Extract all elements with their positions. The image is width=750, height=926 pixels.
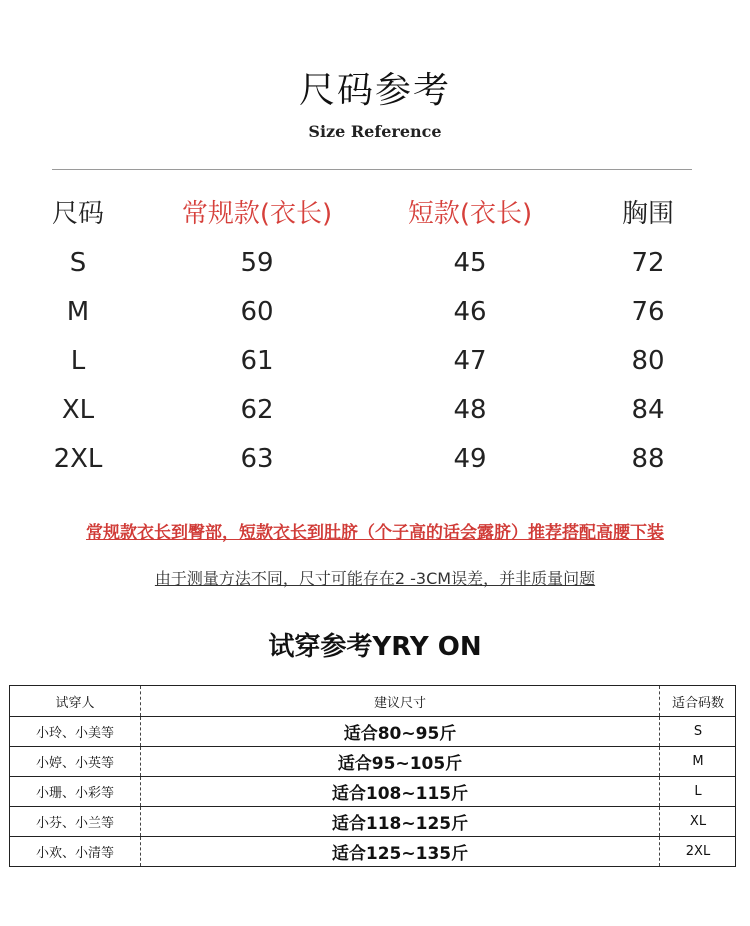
size-table-header	[0, 190, 750, 239]
table-row	[10, 836, 735, 866]
regular-length-value: 59	[240, 248, 274, 278]
size-label: M	[66, 297, 90, 327]
header-regular-length: 常规款(衣长)	[181, 199, 333, 229]
fit-note: 常规款衣长到臀部，短款衣长到肚脐（个子高的话会露脐）推荐搭配高腰下装	[86, 523, 664, 543]
size-row-2xl	[0, 435, 750, 484]
size-row-l	[0, 337, 750, 386]
size-table	[0, 190, 750, 484]
size-label: S	[69, 248, 87, 278]
model-names: 小婷、小英等	[35, 756, 114, 771]
size-row-m	[0, 288, 750, 337]
title-divider	[52, 169, 692, 170]
header-short-length: 短款(衣长)	[407, 199, 533, 229]
model-names: 小欢、小清等	[35, 846, 114, 861]
page-subtitle: Size Reference	[308, 122, 442, 141]
fit-size: S	[659, 717, 736, 746]
model-names: 小芬、小兰等	[35, 816, 114, 831]
regular-length-value: 62	[240, 395, 274, 425]
chest-value: 88	[631, 444, 665, 474]
short-length-value: 46	[453, 297, 487, 327]
size-row-s	[0, 239, 750, 288]
header-model: 试穿人	[55, 695, 95, 711]
table-row	[10, 806, 735, 836]
size-label: 2XL	[53, 444, 103, 474]
header-suggested-size: 建议尺寸	[140, 686, 659, 716]
header-chest: 胸围	[621, 199, 674, 229]
chest-value: 80	[631, 346, 665, 376]
tryon-table-header	[10, 686, 735, 716]
tryon-title: 试穿参考YRY ON	[268, 632, 482, 662]
chest-value: 76	[631, 297, 665, 327]
weight-range: 适合118~125斤	[140, 807, 659, 836]
fit-size: M	[659, 747, 736, 776]
fit-size: XL	[659, 807, 736, 836]
model-names: 小珊、小彩等	[35, 786, 114, 801]
weight-range: 适合108~115斤	[140, 777, 659, 806]
tryon-table	[9, 685, 736, 867]
page-title: 尺码参考	[298, 70, 451, 111]
size-label: L	[70, 346, 86, 376]
regular-length-value: 63	[240, 444, 274, 474]
short-length-value: 45	[453, 248, 487, 278]
table-row	[10, 776, 735, 806]
short-length-value: 47	[453, 346, 487, 376]
model-names: 小玲、小美等	[35, 726, 114, 741]
measurement-disclaimer: 由于测量方法不同，尺寸可能存在2 -3CM误差，并非质量问题	[154, 569, 596, 588]
fit-size: 2XL	[659, 837, 736, 866]
short-length-value: 48	[453, 395, 487, 425]
chest-value: 84	[631, 395, 665, 425]
table-row	[10, 746, 735, 776]
table-row	[10, 716, 735, 746]
fit-size: L	[659, 777, 736, 806]
short-length-value: 49	[453, 444, 487, 474]
header-fit-size: 适合码数	[659, 686, 736, 716]
chest-value: 72	[631, 248, 665, 278]
size-label: XL	[61, 395, 95, 425]
header-size: 尺码	[51, 199, 104, 229]
regular-length-value: 60	[240, 297, 274, 327]
weight-range: 适合95~105斤	[140, 747, 659, 776]
regular-length-value: 61	[240, 346, 274, 376]
weight-range: 适合125~135斤	[140, 837, 659, 866]
size-row-xl	[0, 386, 750, 435]
weight-range: 适合80~95斤	[140, 717, 659, 746]
